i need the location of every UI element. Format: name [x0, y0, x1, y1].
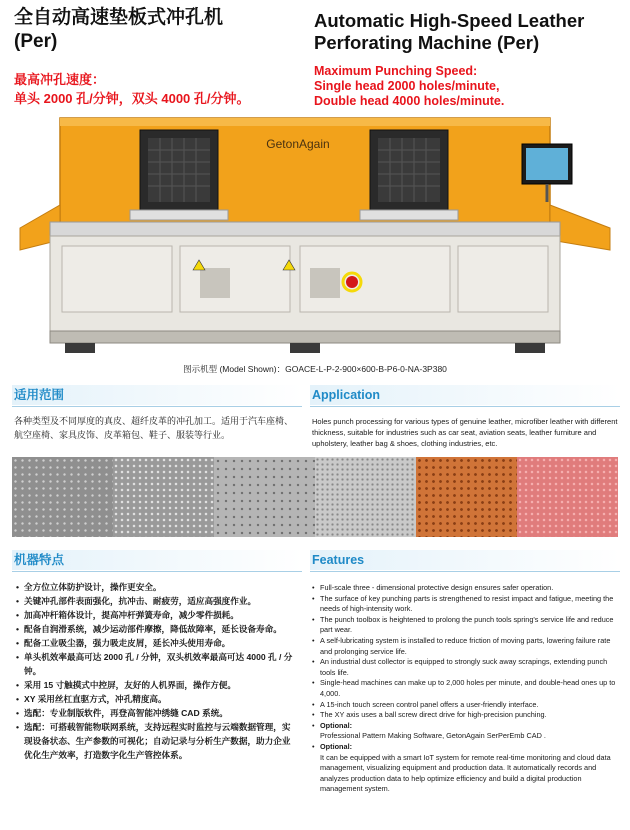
machine-image	[10, 110, 620, 360]
list-item: • 采用 15 寸触摸式中控屏，友好的人机界面，操作方便。	[16, 678, 298, 692]
sample-image	[214, 457, 315, 537]
speed-cn	[14, 70, 304, 108]
title-cn-line2: (Per)	[14, 31, 58, 52]
divider	[12, 571, 302, 572]
list-item: • Full-scale three - dimensional protective design ensures safer operation.	[312, 583, 618, 594]
speed-en-line3: Double head 4000 holes/minute.	[314, 94, 505, 108]
sample-image	[113, 457, 214, 537]
list-item	[16, 706, 298, 720]
list-item: • An industrial dust collector is equipped to strongly suck away scrapings, extending punch tools life.	[312, 657, 618, 678]
application-head-en: Application	[312, 388, 381, 402]
title-cn-line1: 全自动高速垫板式冲孔机	[14, 7, 224, 28]
optional-text: It can be equipped with a smart IoT system for remote real-time monitoring and cloud data management, visualizing equipment and production data. It automatically records and analyzes production data to help optimize efficiency and build a digital production management system.	[320, 752, 611, 794]
list-item: • 配备工业吸尘器，强力吸走皮屑，延长冲头使用寿命。	[16, 636, 298, 650]
speed-en	[314, 64, 626, 109]
features-head-cn: 机器特点	[14, 553, 65, 567]
sample-image	[315, 457, 416, 537]
application-text-cn: 各种类型及不同厚度的真皮、超纤皮革的冲孔加工。适用于汽车座椅、航空座椅、家具皮饰、皮革箱包、鞋子、服装等行业。	[14, 416, 294, 440]
list-item	[312, 742, 618, 795]
machine-caption: 图示机型 (Model Shown)：GOACE-L-P-2-900×600-B-P6-0-NA-3P380	[183, 364, 447, 374]
list-item: • A self-lubricating system is installed to reduce friction of moving parts, lowering failure rate and prolonging service life.	[312, 636, 618, 657]
divider	[12, 406, 302, 407]
speed-en-line1: Maximum Punching Speed:	[314, 64, 478, 78]
list-item: • Single-head machines can make up to 2,000 holes per minute, and double-head ones up to 4,000.	[312, 678, 618, 699]
divider	[310, 571, 620, 572]
optional-label: 选配：	[24, 722, 50, 732]
list-item: • 单头机效率最高可达 2000 孔 / 分钟，双头机效率最高可达 4000 孔 / 分钟。	[16, 650, 298, 678]
optional-label: • Optional:	[320, 741, 353, 751]
features-head-en: Features	[312, 553, 365, 567]
features-list-en	[312, 583, 618, 795]
list-item: • XY 采用丝杠直驱方式，冲孔精度高。	[16, 692, 298, 706]
application-text-en: Holes punch processing for various types of genuine leather, microfiber leather with different thickness, suitable for industries such as car seat, aviation seats, leather furniture and upholstery, leather bag & shoes, clothing industries, etc.	[312, 417, 618, 448]
sample-image	[12, 457, 113, 537]
optional-label: • Optional:	[320, 720, 353, 730]
list-item: • The surface of key punching parts is strengthened to resist impact and fatigue, meeting the needs of high-intensity work.	[312, 594, 618, 615]
title-en-line1: Automatic High-Speed Leather	[314, 10, 585, 31]
title-en	[314, 10, 626, 54]
list-item: • 配备自润滑系统，减少运动部件摩擦，降低故障率，延长设备寿命。	[16, 622, 298, 636]
optional-label: 选配：	[24, 708, 50, 718]
sample-image	[416, 457, 517, 537]
optional-text: 专业制版软件，再登高智能冲绣缝 CAD 系统。	[49, 708, 228, 718]
divider	[310, 406, 620, 407]
title-cn	[14, 6, 304, 54]
speed-en-line2: Single head 2000 holes/minute,	[314, 79, 500, 93]
title-en-line2: Perforating Machine (Per)	[314, 32, 540, 53]
machine-brand: GetonAgain	[266, 137, 330, 151]
list-item	[16, 720, 298, 762]
speed-cn-line1: 最高冲孔速度：	[14, 72, 106, 87]
optional-text: 可搭载智能物联网系统，支持远程实时监控与云端数据管理，实现设备状态、生产参数的可视化；自动记录与分析生产数据，助力企业优化生产效率，打造数字化生产管控体系。	[24, 722, 291, 760]
list-item: • 加高冲杆箱体设计，提高冲杆弹簧寿命，减少零件损耗。	[16, 608, 298, 622]
speed-cn-line2: 单头 2000 孔/分钟，双头 4000 孔/分钟。	[14, 91, 250, 106]
list-item: • 全方位立体防护设计，操作更安全。	[16, 580, 298, 594]
sample-image	[517, 457, 618, 537]
features-list-cn	[16, 580, 298, 762]
leather-samples	[12, 457, 618, 537]
list-item: • The XY axis uses a ball screw direct drive for high-precision punching.	[312, 710, 618, 721]
application-head-cn: 适用范围	[14, 388, 65, 402]
list-item: • A 15-inch touch screen control panel offers a user-friendly interface.	[312, 700, 618, 711]
optional-text: Professional Pattern Making Software, GetonAgain SerPerEmb CAD .	[320, 731, 546, 741]
list-item: • The punch toolbox is heightened to prolong the punch tools spring's service life and reduce part wear.	[312, 615, 618, 636]
list-item: • 关键冲孔部件表面强化，抗冲击、耐疲劳，适应高强度作业。	[16, 594, 298, 608]
list-item	[312, 721, 618, 742]
